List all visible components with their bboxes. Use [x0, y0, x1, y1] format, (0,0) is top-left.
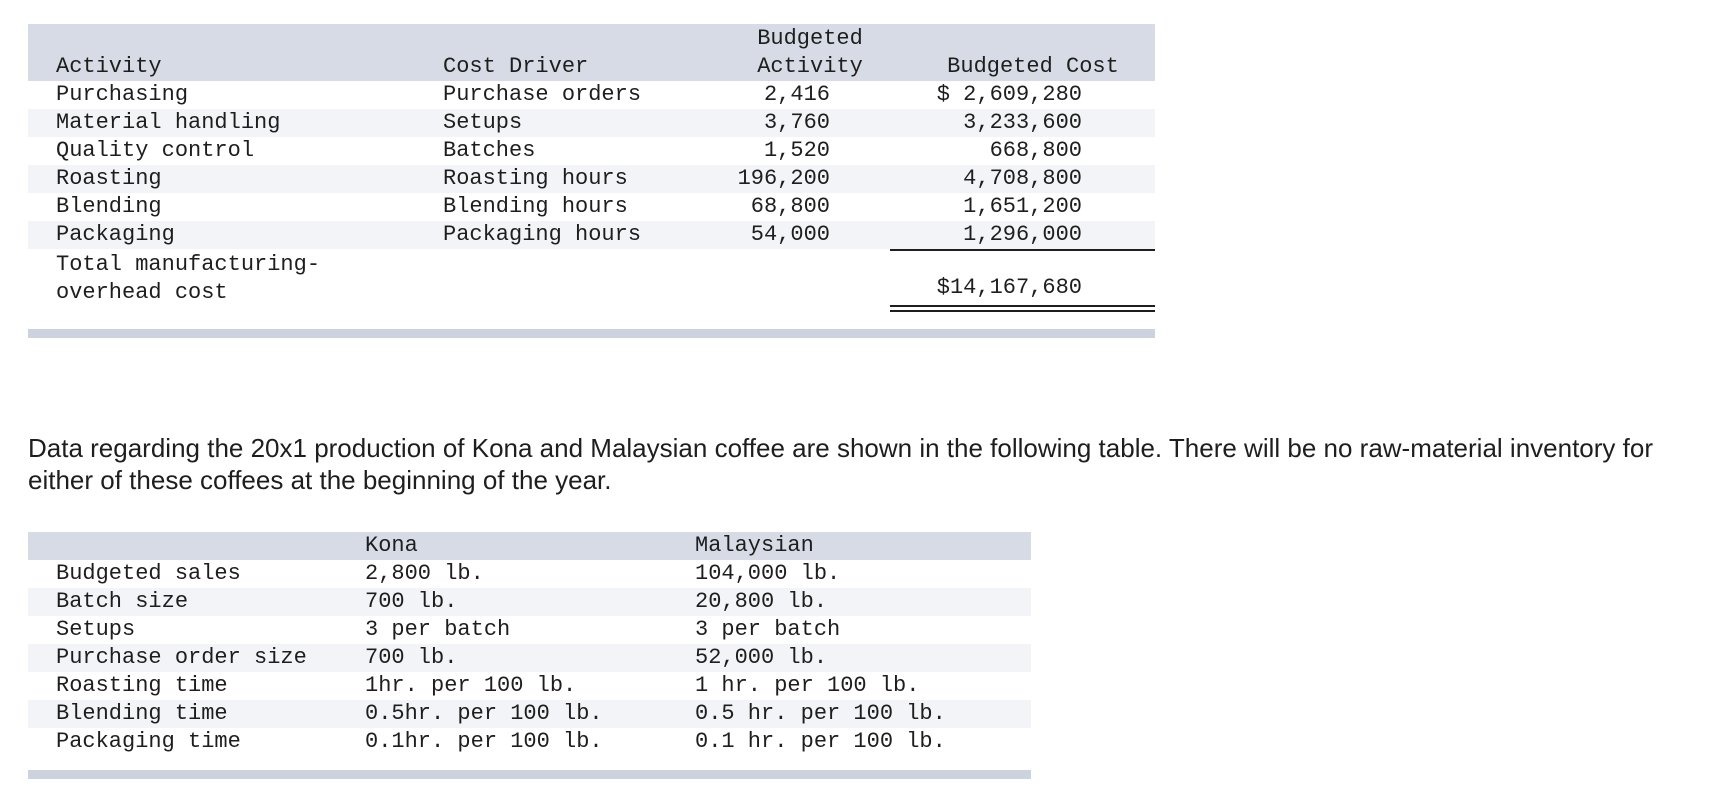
- row-label: Roasting time: [56, 673, 228, 698]
- activity-cell: Quality control: [56, 138, 255, 163]
- budgeted-cost-cell: 668,800: [989, 138, 1082, 163]
- malaysian-cell: 0.1 hr. per 100 lb.: [695, 729, 946, 754]
- budgeted-activity-cell: 54,000: [750, 222, 830, 247]
- kona-cell: 700 lb.: [365, 645, 458, 670]
- activity-table-header: [28, 24, 1155, 81]
- budgeted-cost-cell: $ 2,609,280: [936, 82, 1082, 107]
- kona-cell: 3 per batch: [365, 617, 511, 642]
- activity-cell: Blending: [56, 194, 162, 219]
- table-row: [28, 588, 1031, 616]
- row-label: Packaging time: [56, 729, 241, 754]
- header-kona: Kona: [365, 533, 418, 558]
- table-row: [28, 616, 1031, 644]
- malaysian-cell: 3 per batch: [695, 617, 841, 642]
- malaysian-cell: 104,000 lb.: [695, 561, 841, 586]
- budgeted-cost-cell: 4,708,800: [963, 166, 1082, 191]
- row-label: Blending time: [56, 701, 228, 726]
- activity-cell: Packaging: [56, 222, 175, 247]
- subtotal-underline: [890, 249, 1155, 251]
- cost-driver-cell: Blending hours: [443, 194, 628, 219]
- table-row: [28, 81, 1155, 109]
- row-label: Budgeted sales: [56, 561, 241, 586]
- cost-driver-cell: Batches: [443, 138, 536, 163]
- header-malaysian: Malaysian: [695, 533, 814, 558]
- cost-driver-cell: Packaging hours: [443, 222, 642, 247]
- cost-driver-cell: Roasting hours: [443, 166, 628, 191]
- table-row: [28, 221, 1155, 249]
- malaysian-cell: 1 hr. per 100 lb.: [695, 673, 920, 698]
- description-paragraph: Data regarding the 20x1 production of Kona and Malaysian coffee are shown in the following table. There will be no raw-material inventory for either of these coffees at the beginning of the year.: [28, 433, 1653, 495]
- malaysian-cell: 20,800 lb.: [695, 589, 828, 614]
- table-row: [28, 672, 1031, 700]
- budgeted-activity-cell: 68,800: [750, 194, 830, 219]
- row-label: Purchase order size: [56, 645, 307, 670]
- budgeted-cost-cell: 1,296,000: [963, 222, 1082, 247]
- budgeted-activity-cell: 3,760: [763, 110, 830, 135]
- budgeted-activity-cell: 1,520: [763, 138, 830, 163]
- table-row: [28, 700, 1031, 728]
- header-budgeted-activity-line1: Budgeted: [757, 26, 863, 51]
- budgeted-cost-cell: 3,233,600: [963, 110, 1082, 135]
- total-value: $14,167,680: [936, 275, 1082, 300]
- activity-cell: Material handling: [56, 110, 281, 135]
- cost-driver-cell: Setups: [443, 110, 523, 135]
- header-cost-driver: Cost Driver: [443, 54, 589, 79]
- row-label: Batch size: [56, 589, 189, 614]
- total-label-line1: Total manufacturing-: [56, 252, 321, 277]
- total-label-line2: overhead cost: [56, 280, 228, 305]
- table-footer-bar: [28, 329, 1155, 338]
- header-budgeted-activity-line2: Activity: [757, 54, 863, 79]
- budgeted-cost-cell: 1,651,200: [963, 194, 1082, 219]
- budgeted-activity-cell: 196,200: [737, 166, 830, 191]
- table-row: [28, 109, 1155, 137]
- table-row: [28, 137, 1155, 165]
- coffee-data-table: [28, 532, 1031, 779]
- cost-driver-cell: Purchase orders: [443, 82, 642, 107]
- kona-cell: 0.1hr. per 100 lb.: [365, 729, 603, 754]
- table-row: [28, 193, 1155, 221]
- kona-cell: 700 lb.: [365, 589, 458, 614]
- table-row: [28, 728, 1031, 756]
- row-label: Setups: [56, 617, 136, 642]
- activity-cell: Purchasing: [56, 82, 189, 107]
- kona-cell: 1hr. per 100 lb.: [365, 673, 577, 698]
- kona-cell: 2,800 lb.: [365, 561, 484, 586]
- budgeted-activity-cell: 2,416: [763, 82, 830, 107]
- table-footer-bar: [28, 770, 1031, 779]
- kona-cell: 0.5hr. per 100 lb.: [365, 701, 603, 726]
- header-budgeted-cost: Budgeted Cost: [947, 54, 1119, 79]
- header-activity: Activity: [56, 54, 162, 79]
- total-row: [28, 249, 1155, 317]
- table-row: [28, 644, 1031, 672]
- malaysian-cell: 0.5 hr. per 100 lb.: [695, 701, 946, 726]
- activity-cell: Roasting: [56, 166, 162, 191]
- coffee-table-header: [28, 532, 1031, 560]
- table-row: [28, 560, 1031, 588]
- total-double-underline: [890, 305, 1155, 312]
- table-row: [28, 165, 1155, 193]
- activity-cost-table: [28, 24, 1155, 338]
- malaysian-cell: 52,000 lb.: [695, 645, 828, 670]
